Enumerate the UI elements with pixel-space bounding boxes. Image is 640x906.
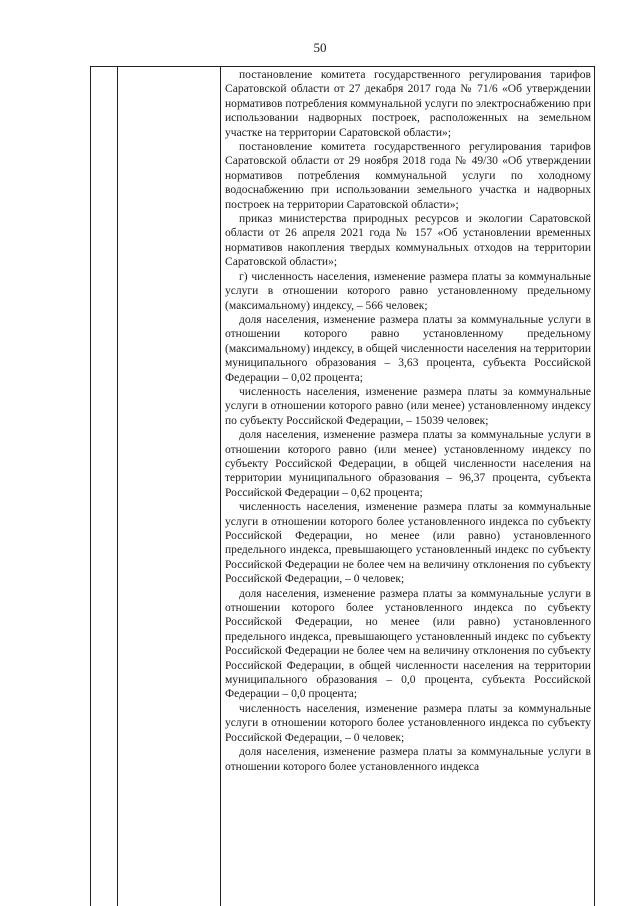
paragraph: численность населения, изменение размера платы за коммунальные услуги в отношении которого более установленного индекса по субъекту Российской Федерации, – 0 человек; [225,702,591,744]
paragraph: постановление комитета государственного регулирования тарифов Саратовской области от 29 ноября 2018 года № 49/30 «Об утверждении нормативов потребления коммунальной услуги по холодному водоснабжению при использовании земельного участка и надворных построек на территории Саратовской области»; [225,141,591,211]
paragraph: г) численность населения, изменение размера платы за коммунальные услуги в отношении которого равно установленному предельному (максимальному) индексу, – 566 человек; [225,270,591,312]
column-divider [117,67,118,906]
paragraph: доля населения, изменение размера платы за коммунальные услуги в отношении которого более установленного индекса по субъекту Российской Федерации, но менее (или равно) установленного предельного индекса, превышающего установленный индекс по субъекту Российской Федерации не более чем на величину отклонения по субъекту Российской Федерации, в общей численности населения на территории муниципального образования – 0,0 процента, субъекта Российской Федерации – 0,0 процента; [225,587,591,701]
paragraph: доля населения, изменение размера платы за коммунальные услуги в отношении которого равно установленному предельному (максимальному) индексу, в общей численности населения на территории муниципального образования – 3,63 процента, субъекта Российской Федерации – 0,02 процента; [225,313,591,384]
page-number: 50 [313,40,327,55]
paragraph: приказ министерства природных ресурсов и экологии Саратовской области от 26 апреля 2021 года № 157 «Об установлении временных нормативов накопления твердых коммунальных отходов на территории Саратовской области»; [225,213,591,269]
paragraph: доля населения, изменение размера платы за коммунальные услуги в отношении которого равно (или менее) установленному индексу по субъекту Российской Федерации, в общей численности населения на территории муниципального образования – 96,37 процента, субъекта Российской Федерации – 0,62 процента; [225,429,591,499]
paragraph: численность населения, изменение размера платы за коммунальные услуги в отношении которого более установленного индекса по субъекту Российской Федерации, но менее (или равно) установленного предельного индекса, превышающего установленный индекс по субъекту Российской Федерации не более чем на величину отклонения по субъекту Российской Федерации, – 0 человек; [225,501,591,586]
paragraph: численность населения, изменение размера платы за коммунальные услуги в отношении которого равно (или менее) установленному индексу по субъекту Российской Федерации, – 15039 человек; [225,385,591,427]
paragraph: постановление комитета государственного регулирования тарифов Саратовской области от 27 декабря 2017 года № 71/6 «Об утверждении нормативов потребления коммунальной услуги по электроснабжению при использовании надворных построек, расположенных на земельном участке на территории Саратовской области»; [225,69,591,139]
column-divider [594,67,595,906]
column-divider [220,67,221,906]
document-table [90,66,595,906]
table-cell-text [225,68,591,774]
paragraph: доля населения, изменение размера платы за коммунальные услуги в отношении которого более установленного индекса [225,746,591,773]
